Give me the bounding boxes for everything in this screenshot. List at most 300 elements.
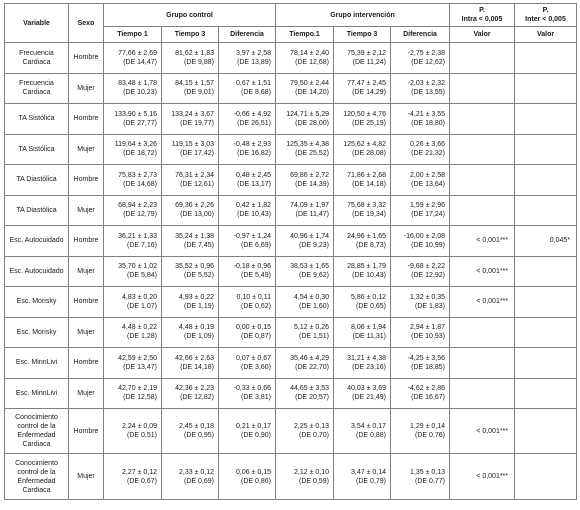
mean-value: 1,35 ± 0,13 [410, 468, 446, 476]
p-inter-value [515, 165, 577, 196]
table-body [5, 43, 577, 500]
variable-cell: Esc. Morisky [5, 287, 69, 318]
table-row [5, 378, 577, 409]
mean-value: 1,29 ± 0,14 [410, 423, 446, 430]
p-inter-value [515, 256, 577, 287]
mean-value: 4,54 ± 0,30 [294, 293, 330, 301]
tiempo1-control-cell [104, 104, 162, 135]
table-row [5, 165, 577, 196]
sd-value: (DE 10,23) [123, 89, 157, 97]
diferencia-intervencion-cell [391, 287, 450, 318]
diferencia-control-cell [219, 378, 276, 409]
sd-value: (DE 14,29) [352, 89, 387, 97]
sexo-cell: Mujer [69, 317, 104, 348]
tiempo3-intervencion-cell [334, 134, 391, 165]
tiempo1-intervencion-cell [276, 104, 334, 135]
sexo-cell: Hombre [69, 348, 104, 379]
mean-value: 76,31 ± 2,34 [175, 171, 214, 179]
sd-value: (DE 18,80) [411, 119, 446, 127]
p-intra-value [450, 104, 515, 135]
variable-cell: TA Sistólica [5, 104, 69, 135]
diferencia-control-cell [219, 226, 276, 257]
mean-value: -4,62 ± 2,86 [407, 385, 446, 393]
mean-value: 0,42 ± 1,82 [236, 202, 272, 210]
mean-value: 0,00 ± 0,15 [236, 324, 272, 332]
p-inter-header-line1: P. [542, 7, 549, 14]
tiempo1-control-cell [104, 348, 162, 379]
sd-value: (DE 8,68) [241, 89, 272, 97]
sd-value: (DE 10,93) [411, 333, 446, 341]
sd-value: (DE 13,89) [237, 58, 272, 66]
mean-value: 83,48 ± 1,78 [118, 80, 157, 88]
table-row [5, 256, 577, 287]
tiempo1-intervencion-header: Tiempo.1 [276, 27, 334, 43]
tiempo3-intervencion-cell [334, 73, 391, 104]
sd-value: (DE 14,20) [295, 89, 330, 97]
mean-value: 0,06 ± 0,15 [236, 468, 272, 476]
sd-value: (DE 18,85) [411, 363, 446, 371]
sd-value: (DE 0,88) [356, 432, 387, 439]
mean-value: 120,50 ± 4,76 [343, 110, 387, 118]
mean-value: 4,48 ± 0,22 [122, 324, 157, 332]
variable-cell: Esc. Autocuidado [5, 256, 69, 287]
p-inter-value [515, 317, 577, 348]
p-intra-value [450, 378, 515, 409]
tiempo3-intervencion-cell [334, 226, 391, 257]
mean-value: 0,21 ± 0,17 [236, 423, 272, 430]
sd-value: (DE 13,47) [123, 363, 157, 371]
mean-value: 2,00 ± 2,58 [410, 171, 446, 179]
diferencia-intervencion-cell [391, 195, 450, 226]
sd-value: (DE 9,88) [184, 58, 214, 66]
sd-value: (DE 1,09) [184, 333, 214, 341]
sd-value: (DE 16,82) [237, 150, 272, 158]
table-row [5, 195, 577, 226]
sexo-cell: Hombre [69, 409, 104, 454]
mean-value: 3,97 ± 2,58 [236, 49, 272, 57]
sd-value: (DE 0,79) [356, 477, 387, 485]
tiempo3-intervencion-cell [334, 317, 391, 348]
mean-value: 5,12 ± 0,26 [294, 324, 330, 332]
sd-value: (DE 13,55) [411, 89, 446, 97]
tiempo1-control-cell [104, 454, 162, 500]
mean-value: 4,48 ± 0,19 [179, 324, 214, 332]
sd-value: (DE 22,70) [295, 363, 330, 371]
mean-value: 44,65 ± 3,53 [290, 385, 330, 393]
mean-value: 40,96 ± 1,74 [290, 232, 330, 240]
sd-value: (DE 20,57) [295, 394, 330, 402]
diferencia-control-header: Diferencia [219, 27, 276, 43]
tiempo3-intervencion-cell [334, 287, 391, 318]
mean-value: 31,21 ± 4,38 [347, 354, 387, 362]
sd-value: (DE 5,49) [241, 272, 272, 280]
p-inter-header [515, 4, 577, 27]
mean-value: 75,39 ± 2,12 [347, 49, 387, 57]
variable-cell: Esc. MinnLivi [5, 348, 69, 379]
mean-value: 42,66 ± 2,63 [175, 354, 214, 362]
p-intra-value: < 0,001*** [450, 256, 515, 287]
sd-value: (DE 0,65) [356, 302, 387, 310]
sd-value: (DE 9,62) [299, 272, 330, 280]
sd-value: (DE 1,60) [299, 302, 330, 310]
p-intra-value [450, 317, 515, 348]
table-row [5, 104, 577, 135]
diferencia-control-cell [219, 73, 276, 104]
mean-value: -0,48 ± 2,93 [233, 141, 272, 149]
sd-value: (DE 9,01) [184, 89, 214, 97]
p-inter-value [515, 195, 577, 226]
tiempo1-control-cell [104, 165, 162, 196]
tiempo1-control-cell [104, 73, 162, 104]
tiempo3-intervencion-cell [334, 348, 391, 379]
tiempo3-intervencion-cell [334, 256, 391, 287]
mean-value: 0,07 ± 0,67 [236, 354, 272, 362]
table-row [5, 73, 577, 104]
tiempo1-intervencion-cell [276, 348, 334, 379]
tiempo3-control-cell [162, 104, 219, 135]
tiempo3-control-cell [162, 195, 219, 226]
p-intra-value [450, 348, 515, 379]
sd-value: (DE 26,51) [237, 119, 272, 127]
mean-value: 0,10 ± 0,11 [236, 293, 272, 301]
mean-value: 81,62 ± 1,83 [175, 49, 214, 57]
tiempo1-intervencion-cell [276, 165, 334, 196]
variable-cell: Esc. Morisky [5, 317, 69, 348]
sexo-cell: Mujer [69, 454, 104, 500]
mean-value: 0,26 ± 3,66 [410, 141, 446, 149]
tiempo3-intervencion-cell [334, 43, 391, 74]
variable-cell: TA Sistólica [5, 134, 69, 165]
sexo-cell: Hombre [69, 104, 104, 135]
sd-value: (DE 0,69) [184, 477, 214, 485]
sd-value: (DE 0,51) [127, 432, 157, 439]
sd-value: (DE 3,60) [241, 363, 272, 371]
diferencia-control-cell [219, 104, 276, 135]
tiempo1-control-cell [104, 43, 162, 74]
mean-value: -4,21 ± 3,55 [407, 110, 446, 118]
mean-value: 24,96 ± 1,65 [347, 232, 387, 240]
valor-intra-header: Valor [450, 27, 515, 43]
sd-value: (DE 13,64) [411, 180, 446, 188]
diferencia-control-cell [219, 165, 276, 196]
mean-value: 125,62 ± 4,82 [343, 141, 387, 149]
p-intra-header-line1: P. [479, 7, 485, 14]
mean-value: 119,64 ± 3,26 [114, 141, 157, 149]
tiempo3-intervencion-cell [334, 104, 391, 135]
sd-value: (DE 0,77) [415, 477, 446, 485]
sd-value: (DE 1,28) [127, 333, 157, 341]
mean-value: 8,06 ± 1,94 [351, 324, 387, 332]
sd-value: (DE 19,77) [180, 119, 214, 127]
variable-cell: Conocimiento control de la Enfermedad Cardiaca [5, 409, 69, 454]
sd-value: (DE 12,58) [123, 394, 157, 402]
sexo-cell: Mujer [69, 378, 104, 409]
mean-value: 119,15 ± 3,03 [171, 141, 214, 149]
mean-value: -2,75 ± 2,38 [407, 49, 446, 57]
valor-inter-header: Valor [515, 27, 577, 43]
variable-cell: TA Diastólica [5, 165, 69, 196]
diferencia-intervencion-cell [391, 378, 450, 409]
table-row [5, 409, 577, 454]
sd-value: (DE 14,47) [123, 58, 157, 66]
grupo-control-header: Grupo control [104, 4, 276, 27]
mean-value: 2,25 ± 0,13 [294, 423, 330, 430]
tiempo3-intervencion-cell [334, 409, 391, 454]
sd-value: (DE 23,16) [352, 363, 387, 371]
sd-value: (DE 5,52) [184, 272, 214, 280]
sd-value: (DE 0,70) [299, 432, 330, 439]
sd-value: (DE 12,92) [411, 272, 446, 280]
sd-value: (DE 6,69) [241, 241, 272, 249]
mean-value: 0,67 ± 1,51 [236, 80, 272, 88]
sd-value: (DE 14,39) [295, 180, 330, 188]
mean-value: 38,53 ± 1,65 [290, 263, 330, 271]
sd-value: (DE 0,95) [184, 432, 214, 439]
mean-value: 28,85 ± 1,79 [347, 263, 387, 271]
sd-value: (DE 5,84) [127, 272, 157, 280]
mean-value: 1,59 ± 2,96 [410, 202, 446, 210]
sd-value: (DE 10,43) [237, 211, 272, 219]
variable-header: Variable [5, 4, 69, 43]
sd-value: (DE 1,83) [415, 302, 446, 310]
mean-value: 35,70 ± 1,02 [118, 263, 157, 271]
tiempo3-control-cell [162, 165, 219, 196]
mean-value: 71,86 ± 2,68 [347, 171, 387, 179]
table-row [5, 454, 577, 500]
sexo-cell: Hombre [69, 287, 104, 318]
tiempo1-control-cell [104, 256, 162, 287]
tiempo1-intervencion-cell [276, 226, 334, 257]
diferencia-control-cell [219, 409, 276, 454]
tiempo3-control-cell [162, 256, 219, 287]
mean-value: 42,59 ± 2,50 [118, 354, 157, 362]
sd-value: (DE 7,45) [184, 241, 214, 249]
results-table [4, 3, 577, 500]
sd-value: (DE 17,42) [180, 150, 214, 158]
sd-value: (DE 12,61) [180, 180, 214, 188]
p-inter-value [515, 454, 577, 500]
mean-value: -0,33 ± 0,66 [233, 385, 272, 393]
tiempo1-intervencion-cell [276, 134, 334, 165]
tiempo3-control-cell [162, 73, 219, 104]
variable-cell: Esc. Autocuidado [5, 226, 69, 257]
sd-value: (DE 7,16) [127, 241, 157, 249]
mean-value: -9,68 ± 2,22 [407, 263, 446, 271]
variable-cell: Conocimiento control de la Enfermedad Cardiaca [5, 454, 69, 500]
tiempo1-intervencion-cell [276, 43, 334, 74]
sd-value: (DE 25,52) [295, 150, 330, 158]
mean-value: 77,66 ± 2,69 [118, 49, 157, 57]
sd-value: (DE 12,68) [295, 58, 330, 66]
sexo-cell: Mujer [69, 256, 104, 287]
variable-cell: Esc. MinnLivi [5, 378, 69, 409]
mean-value: 124,71 ± 5,29 [286, 110, 330, 118]
diferencia-intervencion-cell [391, 73, 450, 104]
p-intra-value: < 0,001*** [450, 287, 515, 318]
sd-value: (DE 11,47) [295, 211, 330, 219]
diferencia-intervencion-cell [391, 226, 450, 257]
mean-value: 35,52 ± 0,96 [175, 263, 214, 271]
mean-value: 2,33 ± 0,12 [179, 468, 214, 476]
sd-value: (DE 16,67) [411, 394, 446, 402]
mean-value: 78,14 ± 2,40 [290, 49, 330, 57]
p-intra-value [450, 134, 515, 165]
sd-value: (DE 12,79) [123, 211, 157, 219]
sd-value: (DE 0,62) [241, 302, 272, 310]
sd-value: (DE 14,18) [352, 180, 387, 188]
sd-value: (DE 12,62) [411, 58, 446, 66]
diferencia-intervencion-header: Diferencia [391, 27, 450, 43]
table-row [5, 134, 577, 165]
diferencia-control-cell [219, 348, 276, 379]
p-intra-value [450, 195, 515, 226]
p-intra-value [450, 73, 515, 104]
tiempo1-intervencion-cell [276, 195, 334, 226]
diferencia-intervencion-cell [391, 104, 450, 135]
p-intra-header-line2: Intra < 0,005 [461, 16, 503, 23]
diferencia-intervencion-cell [391, 134, 450, 165]
sd-value: (DE 21,49) [352, 394, 387, 402]
sd-value: (DE 1,19) [184, 302, 214, 310]
diferencia-intervencion-cell [391, 165, 450, 196]
diferencia-intervencion-cell [391, 454, 450, 500]
mean-value: 125,35 ± 4,38 [286, 141, 330, 149]
tiempo1-intervencion-cell [276, 378, 334, 409]
mean-value: 75,68 ± 3,32 [347, 202, 387, 210]
sd-value: (DE 21,32) [411, 150, 446, 158]
diferencia-control-cell [219, 134, 276, 165]
sd-value: (DE 28,00) [295, 119, 330, 127]
mean-value: 35,46 ± 4,29 [290, 354, 330, 362]
sd-value: (DE 14,18) [180, 363, 214, 371]
diferencia-control-cell [219, 256, 276, 287]
tiempo1-control-cell [104, 195, 162, 226]
tiempo1-control-cell [104, 378, 162, 409]
tiempo1-control-cell [104, 317, 162, 348]
variable-cell: Frecuencia Cardiaca [5, 43, 69, 74]
tiempo1-control-cell [104, 287, 162, 318]
p-intra-value: < 0,001*** [450, 409, 515, 454]
table-row [5, 317, 577, 348]
tiempo1-intervencion-cell [276, 73, 334, 104]
table-row [5, 287, 577, 318]
mean-value: -4,25 ± 3,56 [407, 354, 446, 362]
mean-value: 79,50 ± 2,44 [290, 80, 330, 88]
mean-value: 77,47 ± 2,45 [347, 80, 387, 88]
p-inter-value [515, 348, 577, 379]
diferencia-intervencion-cell [391, 256, 450, 287]
sd-value: (DE 25,19) [352, 119, 387, 127]
diferencia-intervencion-cell [391, 348, 450, 379]
sd-value: (DE 17,24) [411, 211, 446, 219]
sexo-header: Sexo [69, 4, 104, 43]
tiempo3-control-cell [162, 348, 219, 379]
sd-value: (DE 10,99) [411, 241, 446, 249]
p-inter-value: 0,045* [515, 226, 577, 257]
tiempo1-intervencion-cell [276, 409, 334, 454]
sd-value: (DE 0,86) [241, 477, 272, 485]
tiempo3-control-cell [162, 409, 219, 454]
tiempo3-control-cell [162, 287, 219, 318]
diferencia-control-cell [219, 454, 276, 500]
sd-value: (DE 12,82) [180, 394, 214, 402]
tiempo1-intervencion-cell [276, 317, 334, 348]
sd-value: (DE 11,31) [352, 333, 387, 341]
mean-value: 69,86 ± 2,72 [290, 171, 330, 179]
sd-value: (DE 1,51) [299, 333, 330, 341]
diferencia-intervencion-cell [391, 43, 450, 74]
mean-value: 2,12 ± 0,10 [294, 468, 330, 476]
mean-value: -0,66 ± 4,92 [233, 110, 272, 118]
tiempo3-intervencion-cell [334, 165, 391, 196]
mean-value: 2,24 ± 0,09 [122, 423, 157, 430]
mean-value: 4,93 ± 0,22 [179, 293, 214, 301]
tiempo3-intervencion-cell [334, 378, 391, 409]
sd-value: (DE 13,17) [237, 180, 272, 188]
sexo-cell: Mujer [69, 134, 104, 165]
mean-value: 42,36 ± 2,23 [175, 385, 214, 393]
p-inter-value [515, 287, 577, 318]
sd-value: (DE 0,59) [299, 477, 330, 485]
variable-cell: Frecuencia Cardiaca [5, 73, 69, 104]
sd-value: (DE 14,68) [123, 180, 157, 188]
mean-value: -16,00 ± 2,08 [403, 232, 446, 240]
tiempo3-control-header: Tiempo 3 [162, 27, 219, 43]
sexo-cell: Hombre [69, 226, 104, 257]
mean-value: 75,83 ± 2,73 [118, 171, 157, 179]
tiempo3-control-cell [162, 317, 219, 348]
diferencia-control-cell [219, 287, 276, 318]
p-intra-value [450, 165, 515, 196]
p-inter-value [515, 104, 577, 135]
mean-value: 4,83 ± 0,20 [122, 293, 157, 301]
p-intra-value: < 0,001*** [450, 454, 515, 500]
p-inter-header-line2: Inter < 0,005 [525, 16, 566, 23]
mean-value: 74,09 ± 1,97 [290, 202, 330, 210]
diferencia-control-cell [219, 317, 276, 348]
p-inter-value [515, 43, 577, 74]
table-row [5, 348, 577, 379]
sd-value: (DE 27,77) [123, 119, 157, 127]
diferencia-intervencion-cell [391, 409, 450, 454]
tiempo1-control-cell [104, 226, 162, 257]
mean-value: 2,45 ± 0,18 [179, 423, 214, 430]
mean-value: 2,94 ± 1,87 [410, 324, 446, 332]
tiempo1-control-cell [104, 409, 162, 454]
mean-value: 35,24 ± 1,38 [175, 232, 214, 240]
p-intra-value: < 0,001*** [450, 226, 515, 257]
sexo-cell: Hombre [69, 165, 104, 196]
variable-cell: TA Diastólica [5, 195, 69, 226]
diferencia-intervencion-cell [391, 317, 450, 348]
tiempo1-intervencion-cell [276, 256, 334, 287]
sd-value: (DE 19,34) [352, 211, 387, 219]
p-inter-value [515, 134, 577, 165]
mean-value: 68,94 ± 2,23 [118, 202, 157, 210]
table-row [5, 226, 577, 257]
tiempo1-intervencion-cell [276, 287, 334, 318]
p-intra-header [450, 4, 515, 27]
tiempo1-intervencion-cell [276, 454, 334, 500]
mean-value: 40,03 ± 3,69 [347, 385, 387, 393]
tiempo1-control-header: Tiempo 1 [104, 27, 162, 43]
tiempo1-control-cell [104, 134, 162, 165]
mean-value: 42,70 ± 2,19 [118, 385, 157, 393]
tiempo3-control-cell [162, 134, 219, 165]
sd-value: (DE 9,23) [299, 241, 330, 249]
mean-value: 5,86 ± 0,12 [351, 293, 387, 301]
mean-value: 84,15 ± 1,57 [175, 80, 214, 88]
